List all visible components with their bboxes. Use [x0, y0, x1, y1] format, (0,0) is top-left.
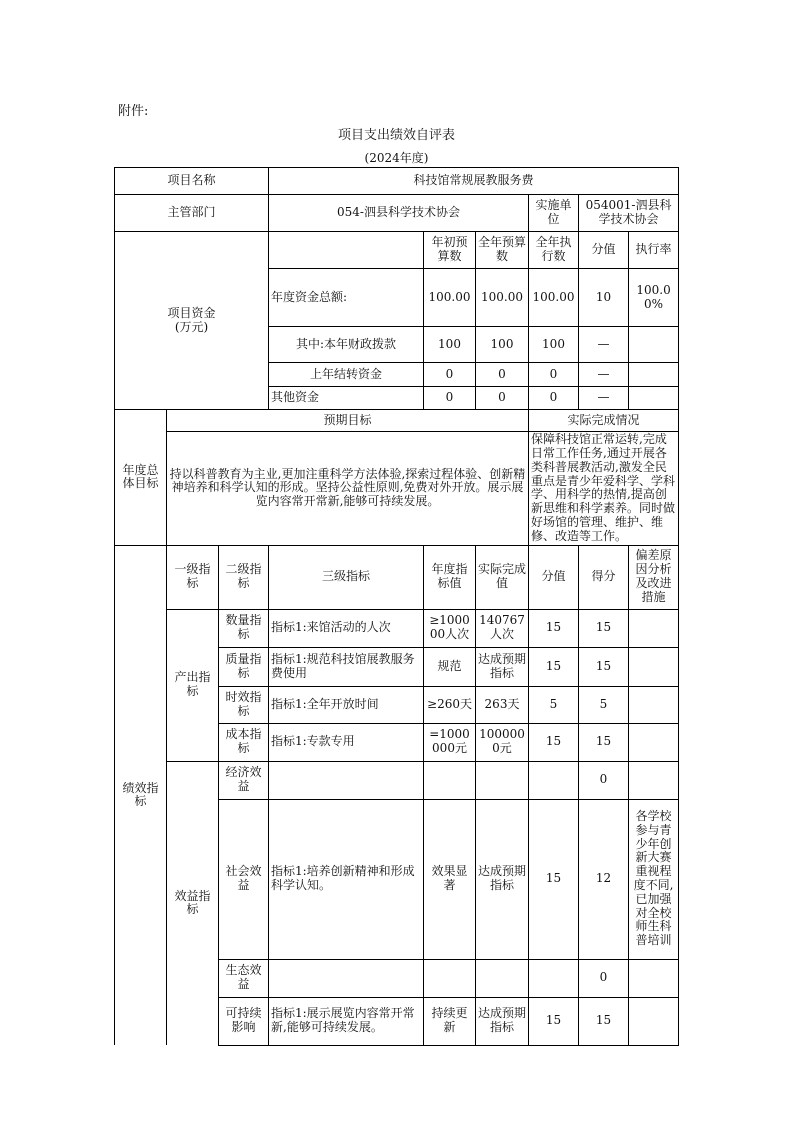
indicator-header: 实际完成值: [476, 545, 529, 609]
score-value-cell: 15: [529, 609, 579, 647]
funds-cell: [629, 387, 679, 410]
level3-cell: 指标1:展示展览内容常开常新,能够可持续发展。: [269, 997, 424, 1045]
funds-cell: —: [579, 387, 629, 410]
funds-cell: 0: [476, 387, 529, 410]
score-cell: 15: [579, 723, 629, 761]
level2-cell: 生态效益: [219, 959, 269, 997]
funds-header-blank: [269, 232, 424, 269]
funds-cell: 0: [529, 387, 579, 410]
reason-cell: [629, 723, 679, 761]
funds-cell: 100: [476, 327, 529, 363]
target-cell: 效果显著: [424, 799, 476, 959]
target-cell: 持续更新: [424, 997, 476, 1045]
funds-cell: 0: [424, 387, 476, 410]
score-cell: 15: [579, 647, 629, 686]
target-cell: =1000000元: [424, 723, 476, 761]
funds-cell: [629, 327, 679, 363]
indicators-label: 绩效指标: [115, 545, 167, 1045]
indicator-header: 三级指标: [269, 545, 424, 609]
score-cell: 0: [579, 959, 629, 997]
actual-cell: 1000000元: [476, 723, 529, 761]
actual-result-header: 实际完成情况: [529, 410, 679, 432]
funds-cell: 0: [424, 363, 476, 387]
dept-value: 054-泗县科学技术协会: [269, 195, 529, 232]
score-cell: 15: [579, 609, 629, 647]
actual-cell: 达成预期指标: [476, 647, 529, 686]
score-value-cell: 15: [529, 723, 579, 761]
actual-cell: 达成预期指标: [476, 997, 529, 1045]
actual-cell: [476, 959, 529, 997]
reason-cell: [629, 686, 679, 723]
evaluation-table: [114, 167, 679, 1046]
level2-cell: 成本指标: [219, 723, 269, 761]
level3-cell: [269, 959, 424, 997]
actual-cell: 达成预期指标: [476, 799, 529, 959]
funds-row-label: 其中:本年财政拨款: [269, 327, 424, 363]
indicator-header: 二级指标: [219, 545, 269, 609]
indicator-header: 偏差原因分析及改进措施: [629, 545, 679, 609]
page-title: 项目支出绩效自评表: [337, 128, 455, 143]
level3-cell: 指标1:专款专用: [269, 723, 424, 761]
level2-cell: 时效指标: [219, 686, 269, 723]
actual-cell: 263天: [476, 686, 529, 723]
level2-cell: 质量指标: [219, 647, 269, 686]
expected-goal-text: 持以科普教育为主业,更加注重科学方法体验,探索过程体验、创新精神培养和科学认知的形成。坚持公益性原则,免费对外开放。展示展览内容常开常新,能够可持续发展。: [167, 432, 529, 545]
score-value-cell: 15: [529, 799, 579, 959]
score-value-cell: 15: [529, 997, 579, 1045]
reason-cell: [629, 761, 679, 799]
funds-row-label: 其他资金: [269, 387, 424, 410]
level2-cell: 可持续影响: [219, 997, 269, 1045]
funds-cell: —: [579, 363, 629, 387]
level3-cell: 指标1:来馆活动的人次: [269, 609, 424, 647]
dept-label: 主管部门: [115, 195, 269, 232]
indicator-header: 得分: [579, 545, 629, 609]
level2-cell: 数量指标: [219, 609, 269, 647]
funds-header: 分值: [579, 232, 629, 269]
level3-cell: 指标1:规范科技馆展教服务费使用: [269, 647, 424, 686]
target-cell: ≥260天: [424, 686, 476, 723]
indicator-header: 一级指标: [167, 545, 219, 609]
funds-cell: —: [579, 327, 629, 363]
score-value-cell: 5: [529, 686, 579, 723]
reason-cell: 各学校参与青少年创新大赛重视程度不同,已加强对全校师生科普培训: [629, 799, 679, 959]
actual-cell: 140767人次: [476, 609, 529, 647]
score-value-cell: [529, 761, 579, 799]
score-cell: 15: [579, 997, 629, 1045]
funds-cell: 100.00: [476, 269, 529, 327]
funds-cell: 10: [579, 269, 629, 327]
level2-cell: 社会效益: [219, 799, 269, 959]
attachment-label: 附件:: [118, 104, 149, 119]
funds-row-label: 年度资金总额:: [269, 269, 424, 327]
project-name-label: 项目名称: [115, 168, 269, 195]
level3-cell: 指标1:培养创新精神和形成科学认知。: [269, 799, 424, 959]
score-cell: 0: [579, 761, 629, 799]
actual-cell: [476, 761, 529, 799]
reason-cell: [629, 609, 679, 647]
score-value-cell: [529, 959, 579, 997]
level2-cell: 经济效益: [219, 761, 269, 799]
funds-header: 执行率: [629, 232, 679, 269]
indicator-header: 分值: [529, 545, 579, 609]
score-value-cell: 15: [529, 647, 579, 686]
reason-cell: [629, 959, 679, 997]
benefit-indicator-label: 效益指标: [167, 761, 219, 1045]
target-cell: ≥100000人次: [424, 609, 476, 647]
year-subtitle: (2024年度): [364, 151, 429, 165]
funds-cell: 0: [476, 363, 529, 387]
output-indicator-label: 产出指标: [167, 609, 219, 761]
funds-cell: 100: [529, 327, 579, 363]
funds-row-label: 上年结转资金: [269, 363, 424, 387]
reason-cell: [629, 647, 679, 686]
impl-value: 054001-泗县科学技术协会: [579, 195, 679, 232]
level3-cell: 指标1:全年开放时间: [269, 686, 424, 723]
funds-header: 全年执行数: [529, 232, 579, 269]
funds-cell: 100: [424, 327, 476, 363]
expected-goal-header: 预期目标: [167, 410, 529, 432]
funds-cell: 100.00: [424, 269, 476, 327]
funds-cell: 0: [529, 363, 579, 387]
funds-cell: 100.00%: [629, 269, 679, 327]
project-name-value: 科技馆常规展教服务费: [269, 168, 679, 195]
target-cell: 规范: [424, 647, 476, 686]
target-cell: [424, 959, 476, 997]
actual-result-text: 保障科技馆正常运转,完成日常工作任务,通过开展各类科普展教活动,激发全民重点是青少年爱科学、学科学、用科学的热情,提高创新思维和科学素养。同时做好场馆的管理、维护、维修、改造等工作。: [529, 432, 679, 545]
score-cell: 5: [579, 686, 629, 723]
impl-label: 实施单位: [529, 195, 579, 232]
indicator-header: 年度指标值: [424, 545, 476, 609]
score-cell: 12: [579, 799, 629, 959]
level3-cell: [269, 761, 424, 799]
funds-label: 项目资金 (万元): [115, 232, 269, 410]
target-cell: [424, 761, 476, 799]
reason-cell: [629, 997, 679, 1045]
funds-cell: 100.00: [529, 269, 579, 327]
goals-label: 年度总体目标: [115, 410, 167, 545]
funds-header: 年初预算数: [424, 232, 476, 269]
funds-header: 全年预算数: [476, 232, 529, 269]
funds-cell: [629, 363, 679, 387]
